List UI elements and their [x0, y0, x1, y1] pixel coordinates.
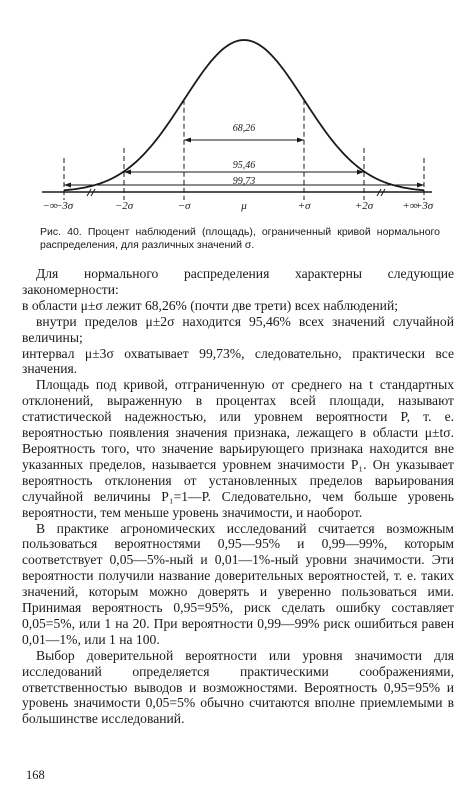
- tick-label-8: +∞: [402, 200, 418, 212]
- page-number: 168: [26, 768, 45, 782]
- figure-caption: [40, 226, 440, 252]
- caption-text: Процент наблюдений (площадь), ограниченный кривой нормального распределения, для различных значений σ.: [40, 226, 440, 251]
- normal-distribution-figure: [0, 0, 474, 226]
- band-label-2: 99,73: [232, 176, 256, 187]
- paragraph-practice: В практике агрономических исследований считается возможным пользоваться вероятностями 0,95—95% и 0,99—99%, которым соответствует 0,05—5%-ный и 0,01—1%-ный уровни значимости. Эти вероятности получили название доверительных вероятностей, т. е. таких значений, которым можно доверять и уверенно пользоваться ими. Принимая вероятность 0,95=95%, риск сделать ошибку составляет 0,05=5%, или 1 на 20. При вероятности 0,99—99% риск ошибиться равен 0,01—1%, или 1 на 100.: [22, 520, 454, 647]
- band-label-1: 95,46: [232, 160, 256, 171]
- paragraph-intro: Для нормального распределения характерны следующие закономерности:: [22, 266, 454, 297]
- tick-label-2: −2σ: [114, 200, 134, 212]
- band-arrow-2-1: [417, 183, 424, 188]
- paragraph-choice: Выбор доверительной вероятности или уровня значимости для исследований определяется практическими соображениями, ответственностью выводов и возможностями. Вероятность 0,95=95% и уровень значимости 0,05=5% обычно считаются вполне приемлемыми в большинстве исследований.: [22, 647, 454, 727]
- paragraph-sigma1: в области μ±σ лежит 68,26% (почти две трети) всех наблюдений;: [22, 297, 398, 313]
- caption-label: Рис. 40.: [40, 226, 82, 238]
- body-text: [22, 266, 454, 727]
- tick-label-1: −3σ: [54, 200, 74, 212]
- tick-label-4: μ: [241, 200, 247, 212]
- band-arrow-0-0: [184, 138, 191, 143]
- band-arrow-2-0: [64, 183, 71, 188]
- tick-label-3: −σ: [177, 200, 191, 212]
- axis-tick-labels: [42, 200, 433, 212]
- band-arrow-0-1: [297, 138, 304, 143]
- band-label-0: 68,26: [232, 123, 256, 134]
- paragraph-sigma3: интервал μ±3σ охватывает 99,73%, следовательно, практически все значения.: [22, 345, 454, 377]
- tick-label-7: +3σ: [414, 200, 434, 212]
- tick-label-0: −∞: [42, 200, 58, 212]
- paragraph-sigma2: внутри пределов μ±2σ находится 95,46% всех значений случайной величины;: [22, 313, 454, 345]
- paragraph-reliability: Площадь под кривой, отграниченную от среднего на t стандартных отклонений, выраженную в процентах всей площади, называют статистической надежностью, или уровнем вероятности P, т. е. вероятностью появления значения признака, лежащего в области μ±tσ. Вероятность того, что значение варьирующего признака находится вне указанных пределов, называется уровнем значимости P₁. Он указывает вероятность отклонения от установленных пределов варьирования случайной величины P₁=1—P. Следовательно, чем больше уровень вероятности, тем меньше уровень значимости, и наоборот.: [22, 377, 454, 520]
- tick-label-5: +σ: [297, 200, 311, 212]
- interval-bands: [64, 121, 424, 188]
- tick-label-6: +2σ: [354, 200, 374, 212]
